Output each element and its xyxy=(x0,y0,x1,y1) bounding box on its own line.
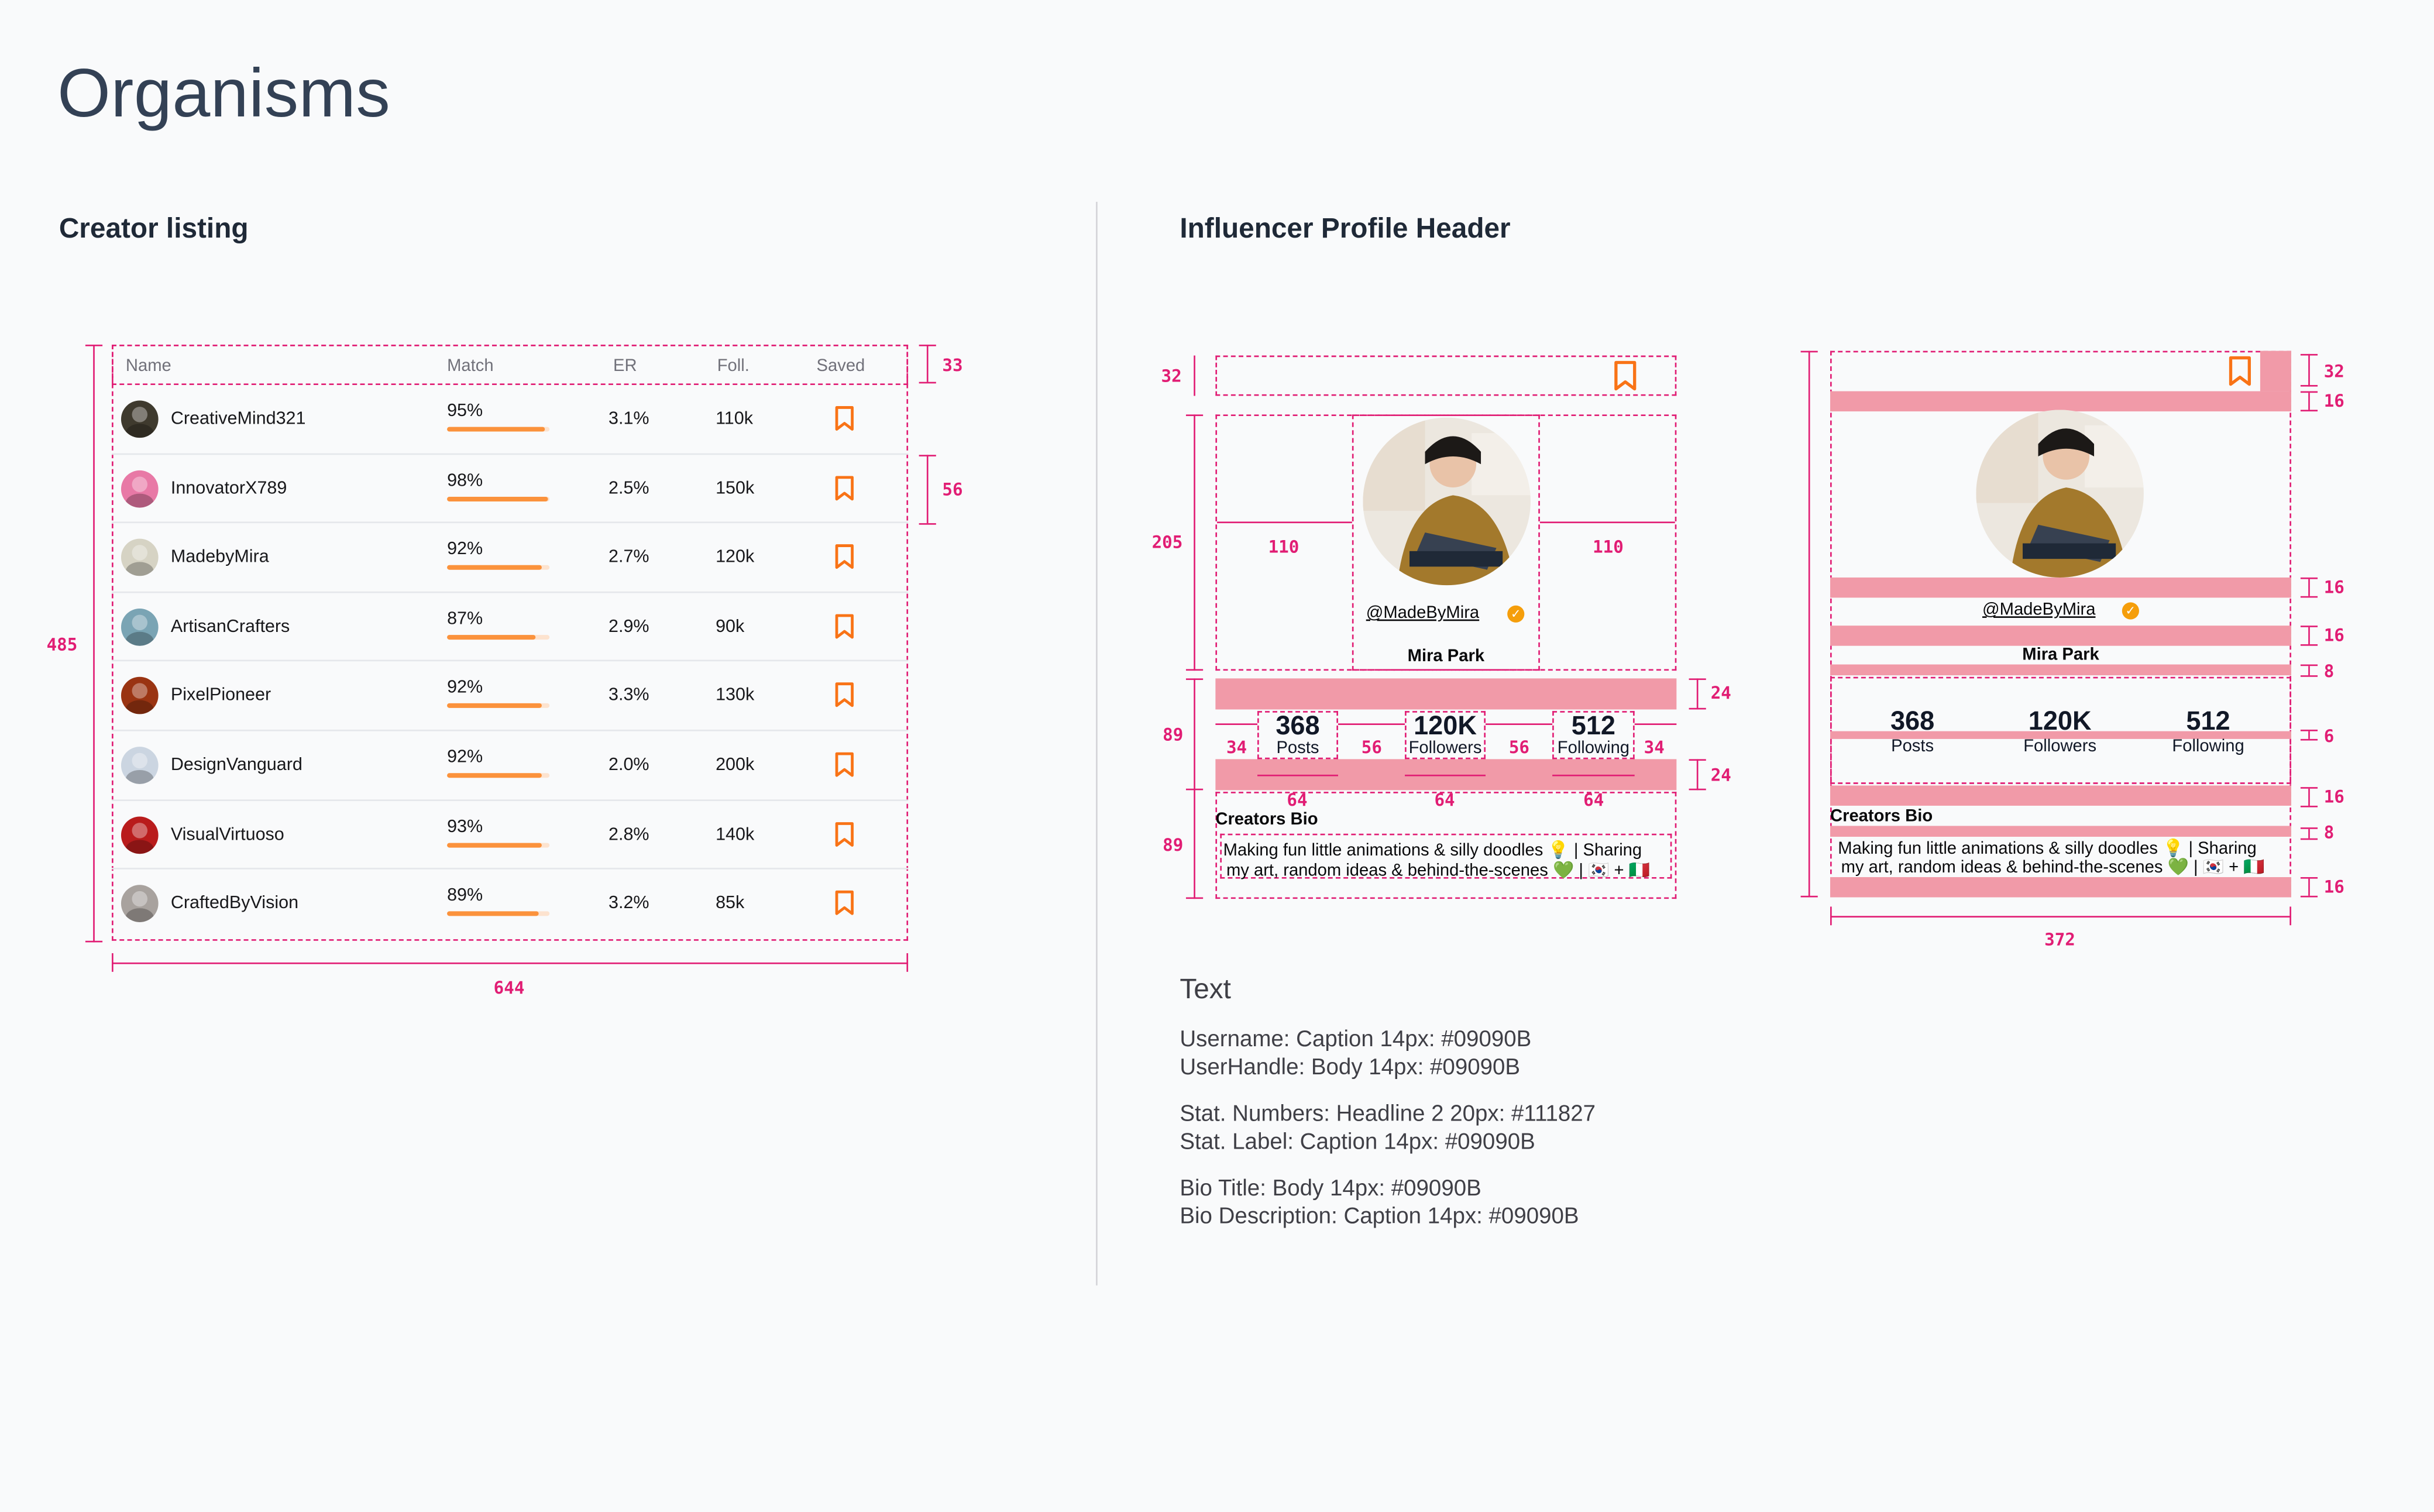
gap-line xyxy=(1486,723,1552,725)
profile-name: Mira Park xyxy=(2022,645,2099,665)
verified-badge-icon: ✓ xyxy=(1507,606,1524,623)
bookmark-icon[interactable] xyxy=(834,890,855,916)
creator-table xyxy=(112,345,908,941)
creator-name[interactable]: PixelPioneer xyxy=(170,686,271,706)
measure-label-side-left: 110 xyxy=(1268,537,1299,558)
followers-value: 150k xyxy=(716,479,755,498)
avatar xyxy=(121,678,159,715)
avatar xyxy=(121,747,159,784)
bookmark-icon[interactable] xyxy=(834,613,855,639)
measure-label-stats-block: 89 xyxy=(1163,724,1184,745)
match-bar-track xyxy=(447,912,549,916)
stat-posts-number: 368 xyxy=(1276,711,1320,741)
bio-line-1: Making fun little animations & silly doodles 💡 | Sharing xyxy=(1838,840,2257,859)
table-row[interactable] xyxy=(112,454,908,523)
text-notes-title: Text xyxy=(1180,973,1231,1005)
match-bar-track xyxy=(447,773,549,778)
measure-tick xyxy=(1689,708,1706,710)
profile-header-spacing-spec xyxy=(1830,351,2291,898)
measure-label-s4: 8 xyxy=(2323,661,2335,682)
match-bar-track xyxy=(447,843,549,847)
stat-posts-label: Posts xyxy=(1891,737,1934,757)
creator-name[interactable]: CraftedByVision xyxy=(170,894,299,913)
bio-title: Creators Bio xyxy=(1830,807,1933,826)
avatar xyxy=(121,885,159,923)
match-bar-fill xyxy=(447,773,541,778)
bio-title: Creators Bio xyxy=(1215,810,1318,829)
match-percent: 92% xyxy=(447,540,483,559)
spacer-16 xyxy=(1830,578,2291,597)
measure-tick xyxy=(1689,759,1706,761)
followers-value: 90k xyxy=(716,617,745,637)
creator-name[interactable]: MadebyMira xyxy=(170,548,269,567)
measure-label-top-bar: 32 xyxy=(1161,366,1182,387)
spacer-tick-group xyxy=(2301,730,2318,741)
table-row[interactable] xyxy=(112,800,908,870)
stat-width-line xyxy=(1552,775,1635,776)
measure-tick xyxy=(1830,906,1832,925)
stat-posts-number: 368 xyxy=(1890,706,1935,736)
spacer-tick-group xyxy=(2301,827,2318,840)
spacer-16 xyxy=(1830,785,2291,805)
measure-line xyxy=(1217,521,1352,523)
measure-tick xyxy=(112,953,114,972)
spacer-16 xyxy=(1830,391,2291,411)
bookmark-icon[interactable] xyxy=(834,475,855,501)
measure-line xyxy=(1194,414,1195,671)
profile-name: Mira Park xyxy=(1407,647,1485,666)
measure-label-stats-pad-bottom: 24 xyxy=(1710,765,1731,786)
match-percent: 89% xyxy=(447,886,483,906)
gap-line xyxy=(1635,723,1677,725)
profile-avatar xyxy=(1976,410,2144,585)
section-divider xyxy=(1096,202,1098,1286)
spacer-tick-group xyxy=(2301,787,2318,807)
profile-header-spec xyxy=(1215,356,1676,899)
match-bar-fill xyxy=(447,496,548,501)
match-percent: 95% xyxy=(447,402,483,421)
er-value: 2.0% xyxy=(608,756,649,775)
measure-tick xyxy=(1186,897,1203,899)
match-bar-track xyxy=(447,427,549,432)
spacer-tick-group xyxy=(2301,665,2318,677)
measure-tick xyxy=(85,941,102,943)
stat-following-label: Following xyxy=(1557,738,1630,758)
section-title-profile-header: Influencer Profile Header xyxy=(1180,212,1511,244)
measure-line xyxy=(1194,356,1195,396)
er-value: 3.1% xyxy=(608,410,649,429)
measure-line-row xyxy=(927,455,929,523)
measure-line xyxy=(1697,678,1699,709)
page-title: Organisms xyxy=(57,56,391,132)
avatar xyxy=(121,470,159,507)
measure-label-header-height: 33 xyxy=(942,355,963,376)
stat-following-label: Following xyxy=(2172,737,2244,757)
followers-value: 85k xyxy=(716,894,745,913)
column-header-er[interactable]: ER xyxy=(613,357,637,376)
measure-tick xyxy=(1186,669,1203,671)
match-bar-fill xyxy=(447,704,541,709)
table-row[interactable] xyxy=(112,385,908,454)
measure-tick xyxy=(1801,351,1818,353)
er-value: 2.9% xyxy=(608,617,649,637)
creator-name[interactable]: InnovatorX789 xyxy=(170,479,287,498)
creator-name[interactable]: VisualVirtuoso xyxy=(170,825,284,844)
measure-tick xyxy=(919,523,936,525)
measure-tick xyxy=(1186,678,1203,680)
table-row[interactable] xyxy=(112,593,908,662)
measure-tick xyxy=(1186,414,1203,416)
measure-tick xyxy=(2301,385,2318,387)
followers-value: 120k xyxy=(716,548,755,567)
avatar xyxy=(121,816,159,853)
text-note: Stat. Label: Caption 14px: #09090B xyxy=(1180,1130,1535,1155)
column-header-match[interactable]: Match xyxy=(447,357,494,376)
spacer-tick-group xyxy=(2301,626,2318,645)
match-bar-fill xyxy=(447,427,544,432)
measure-label-row-height: 56 xyxy=(942,479,963,500)
avatar xyxy=(121,539,159,576)
stat-followers-label: Followers xyxy=(2023,737,2097,757)
measure-line-height xyxy=(93,345,95,942)
measure-tick xyxy=(906,953,908,972)
gap-label-edge-left: 34 xyxy=(1226,737,1247,758)
stat-width-line xyxy=(1257,775,1338,776)
er-value: 2.5% xyxy=(608,479,649,498)
measure-line-header xyxy=(927,345,929,382)
profile-handle[interactable]: @MadeByMira xyxy=(1982,600,2096,620)
measure-label-s1: 16 xyxy=(2323,391,2344,412)
measure-line xyxy=(1194,790,1195,899)
stat-width-label-3: 64 xyxy=(1583,790,1604,810)
stats-padding-top xyxy=(1215,678,1676,709)
measure-tick xyxy=(919,455,936,456)
table-row[interactable] xyxy=(112,662,908,731)
text-note: UserHandle: Body 14px: #09090B xyxy=(1180,1056,1521,1081)
match-bar-fill xyxy=(447,912,538,916)
match-bar-track xyxy=(447,496,549,501)
er-value: 3.2% xyxy=(608,894,649,913)
table-row[interactable] xyxy=(112,524,908,593)
measure-line xyxy=(1540,521,1675,523)
bookmark-icon[interactable] xyxy=(834,405,855,431)
bookmark-icon[interactable] xyxy=(834,682,855,709)
stat-width-label-2: 64 xyxy=(1434,790,1455,810)
measure-label-top-bar: 32 xyxy=(2323,362,2344,382)
match-percent: 98% xyxy=(447,471,483,490)
bookmark-icon[interactable] xyxy=(1613,360,1638,391)
table-row[interactable] xyxy=(112,870,908,939)
measure-tick xyxy=(2289,906,2291,925)
text-note: Bio Description: Caption 14px: #09090B xyxy=(1180,1204,1579,1230)
verified-badge-icon: ✓ xyxy=(2122,602,2139,619)
bookmark-icon[interactable] xyxy=(834,751,855,778)
section-title-creator-listing: Creator listing xyxy=(59,212,249,244)
match-bar-track xyxy=(447,635,549,640)
bio-line-2: my art, random ideas & behind-the-scenes 💚 | 🇰🇷 + 🇮🇹 xyxy=(1841,858,2265,878)
stat-width-line xyxy=(1405,775,1486,776)
measure-line xyxy=(1830,916,2291,917)
spacer-tick-group xyxy=(2301,877,2318,897)
match-bar-fill xyxy=(447,565,541,570)
match-percent: 92% xyxy=(447,748,483,767)
bookmark-icon[interactable] xyxy=(834,820,855,847)
measure-tick xyxy=(2301,354,2318,356)
measure-tick xyxy=(1689,789,1706,791)
measure-label-bio-block: 89 xyxy=(1163,835,1184,855)
measure-tick xyxy=(919,345,936,346)
match-bar-track xyxy=(447,704,549,709)
creator-name[interactable]: CreativeMind321 xyxy=(170,410,306,429)
table-header-outline xyxy=(112,345,908,385)
gap-label-mid-2: 56 xyxy=(1508,737,1529,758)
measure-label-s6: 16 xyxy=(2323,787,2344,807)
gap-line xyxy=(1215,723,1257,725)
er-value: 3.3% xyxy=(608,686,649,706)
measure-line xyxy=(1809,351,1810,898)
creator-name[interactable]: ArtisanCrafters xyxy=(170,617,290,637)
measure-tick xyxy=(1689,678,1706,680)
avatar xyxy=(121,608,159,645)
stat-followers-number: 120K xyxy=(1414,711,1477,741)
gap-line xyxy=(1338,723,1405,725)
er-value: 2.7% xyxy=(608,548,649,567)
avatar xyxy=(121,400,159,438)
measure-line-width xyxy=(112,963,908,964)
match-bar-track xyxy=(447,565,549,570)
match-percent: 92% xyxy=(447,679,483,698)
spacer-16 xyxy=(1830,626,2291,645)
text-note: Stat. Numbers: Headline 2 20px: #111827 xyxy=(1180,1102,1596,1128)
measure-label-side-right: 110 xyxy=(1593,537,1624,558)
column-header-foll[interactable]: Foll. xyxy=(717,357,750,376)
measure-tick xyxy=(1801,896,1818,898)
measure-label-width: 372 xyxy=(2044,930,2075,950)
measure-label-avatar-block: 205 xyxy=(1151,532,1183,553)
spacer-8 xyxy=(1830,826,2291,837)
bookmark-icon[interactable] xyxy=(2227,356,2252,387)
match-percent: 93% xyxy=(447,817,483,836)
match-percent: 87% xyxy=(447,610,483,628)
measure-label-total-width: 644 xyxy=(493,978,525,998)
followers-value: 130k xyxy=(716,686,755,706)
measure-label-s3: 16 xyxy=(2323,626,2344,646)
profile-handle[interactable]: @MadeByMira xyxy=(1366,604,1480,623)
profile-avatar xyxy=(1363,418,1531,593)
top-bar-right-padding xyxy=(2260,351,2291,391)
measure-label-s7: 8 xyxy=(2323,823,2335,843)
measure-tick xyxy=(919,382,936,384)
measure-label-s5: 6 xyxy=(2323,726,2335,747)
measure-tick xyxy=(85,345,102,346)
top-bar-outline xyxy=(1215,356,1676,396)
measure-line xyxy=(1697,759,1699,790)
stat-followers-label: Followers xyxy=(1408,738,1482,758)
column-header-saved[interactable]: Saved xyxy=(816,357,865,376)
followers-value: 110k xyxy=(716,410,754,429)
text-note: Username: Caption 14px: #09090B xyxy=(1180,1028,1532,1053)
bio-line-1: Making fun little animations & silly doodles 💡 | Sharing xyxy=(1223,841,1642,860)
measure-label-stats-pad-top: 24 xyxy=(1710,683,1731,703)
measure-label-s2: 16 xyxy=(2323,577,2344,598)
spacer-16 xyxy=(1830,877,2291,897)
bookmark-icon[interactable] xyxy=(834,544,855,570)
measure-label-s8: 16 xyxy=(2323,877,2344,898)
bio-line-2: my art, random ideas & behind-the-scenes 💚 | 🇰🇷 + 🇮🇹 xyxy=(1226,861,1651,881)
column-header-name[interactable]: Name xyxy=(125,357,171,376)
table-row[interactable] xyxy=(112,731,908,800)
spacer-tick-group xyxy=(2301,391,2318,411)
spacer-tick-group xyxy=(2301,578,2318,597)
stat-following-number: 512 xyxy=(2186,706,2230,736)
gap-label-mid-1: 56 xyxy=(1361,737,1382,758)
match-bar-fill xyxy=(447,843,542,847)
gap-label-edge-right: 34 xyxy=(1644,737,1665,758)
measure-label-total-height: 485 xyxy=(46,635,78,655)
stat-following-number: 512 xyxy=(1571,711,1616,741)
measure-line xyxy=(2308,354,2310,387)
spacer-8 xyxy=(1830,665,2291,676)
stat-width-label-1: 64 xyxy=(1287,790,1308,810)
er-value: 2.8% xyxy=(608,825,649,844)
match-bar-fill xyxy=(447,635,536,640)
followers-value: 200k xyxy=(716,756,755,775)
text-note: Bio Title: Body 14px: #09090B xyxy=(1180,1177,1481,1202)
creator-name[interactable]: DesignVanguard xyxy=(170,756,302,775)
stat-followers-number: 120K xyxy=(2028,706,2092,736)
measure-line xyxy=(1194,678,1195,790)
followers-value: 140k xyxy=(716,825,755,844)
stat-posts-label: Posts xyxy=(1276,738,1319,758)
